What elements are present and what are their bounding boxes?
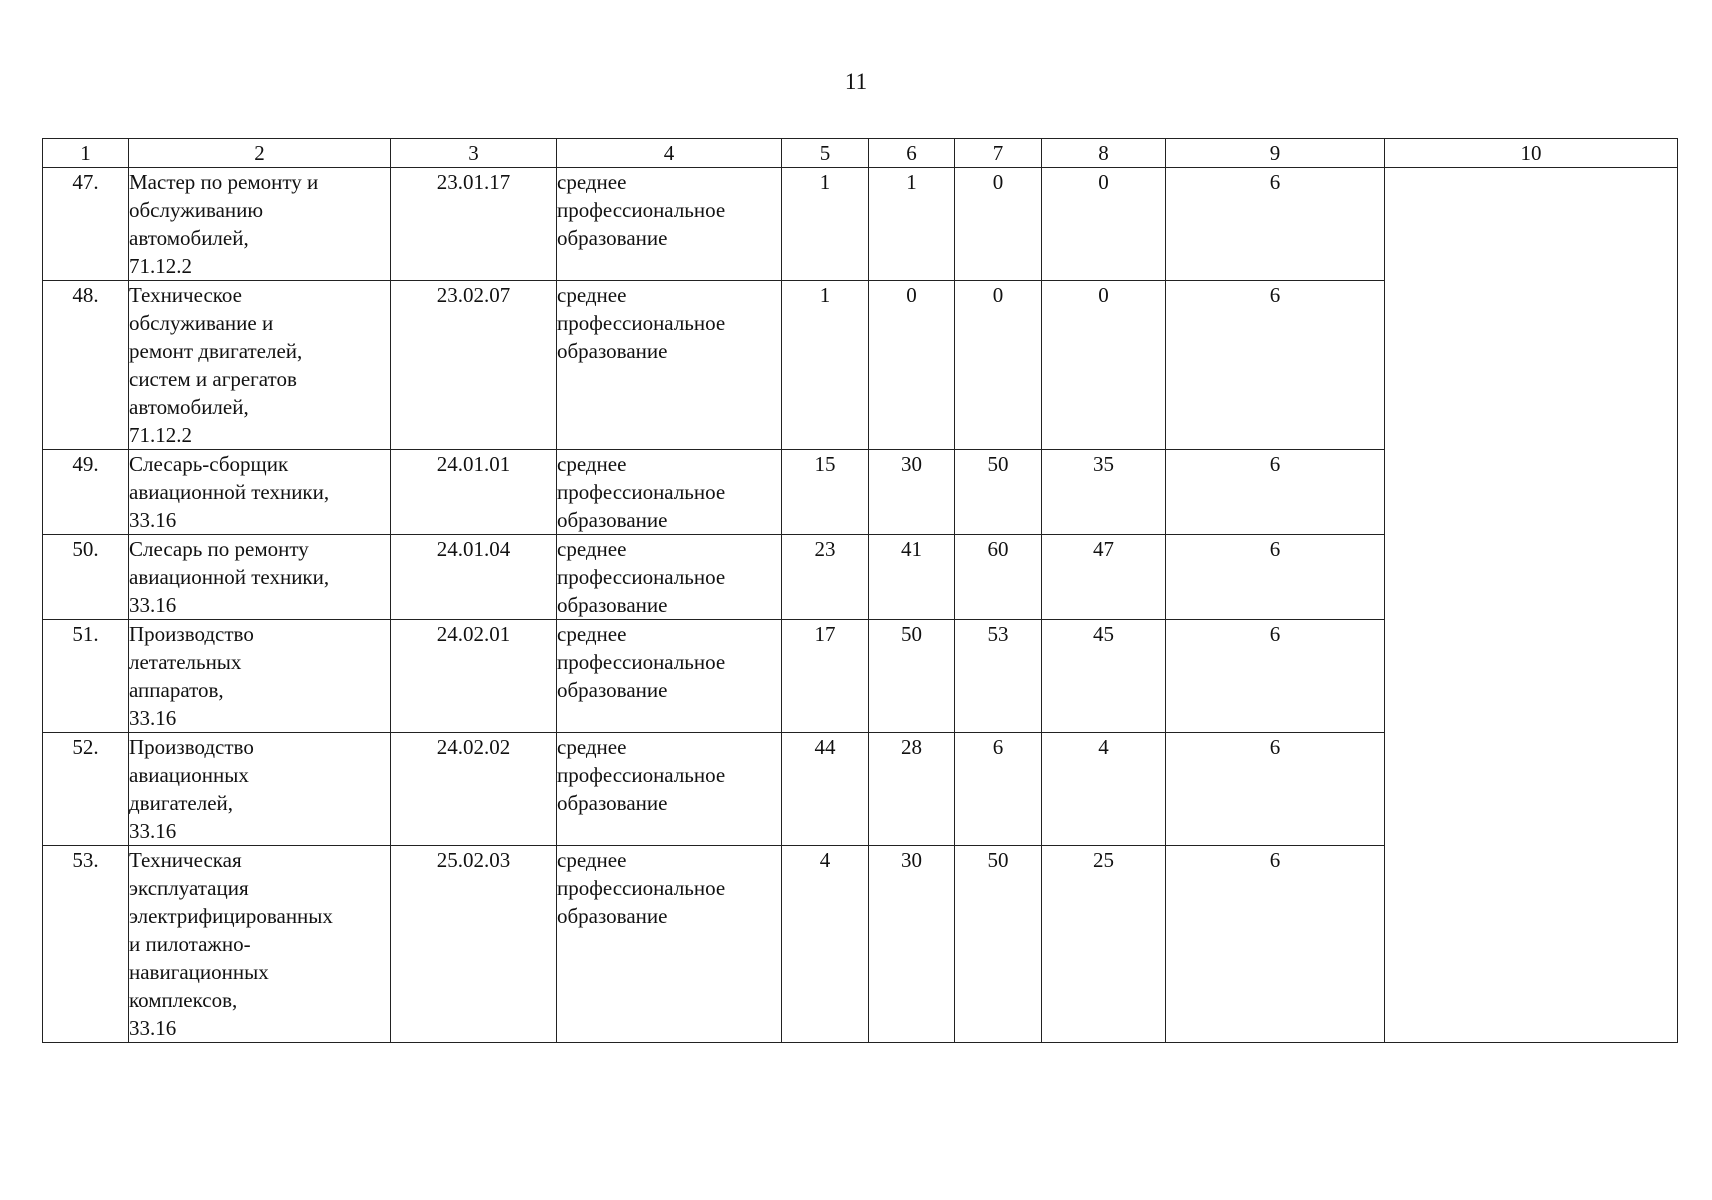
value-col-7: 50 xyxy=(955,846,1042,1043)
specialty-code: 24.02.01 xyxy=(391,620,557,733)
specialty-code: 23.02.07 xyxy=(391,281,557,450)
value-col-8: 4 xyxy=(1042,733,1166,846)
value-col-5: 15 xyxy=(782,450,869,535)
column-header: 6 xyxy=(869,139,955,168)
row-number: 47. xyxy=(43,168,129,281)
value-col-5: 23 xyxy=(782,535,869,620)
value-col-6: 30 xyxy=(869,846,955,1043)
value-col-8: 45 xyxy=(1042,620,1166,733)
column-header: 5 xyxy=(782,139,869,168)
value-col-6: 50 xyxy=(869,620,955,733)
value-col-9: 6 xyxy=(1166,535,1385,620)
data-table xyxy=(42,138,1678,1043)
value-col-7: 50 xyxy=(955,450,1042,535)
value-col-8: 0 xyxy=(1042,281,1166,450)
specialty-name: Производство авиационных двигателей, 33.16 xyxy=(129,733,391,846)
value-col-5: 17 xyxy=(782,620,869,733)
education-level: среднее профессиональное образование xyxy=(557,168,782,281)
specialty-code: 24.02.02 xyxy=(391,733,557,846)
education-level: среднее профессиональное образование xyxy=(557,450,782,535)
value-col-6: 0 xyxy=(869,281,955,450)
column-header: 7 xyxy=(955,139,1042,168)
column-header: 3 xyxy=(391,139,557,168)
column-header: 1 xyxy=(43,139,129,168)
specialty-code: 24.01.01 xyxy=(391,450,557,535)
value-col-6: 28 xyxy=(869,733,955,846)
column-10-cell xyxy=(1385,168,1678,1043)
row-number: 53. xyxy=(43,846,129,1043)
value-col-9: 6 xyxy=(1166,450,1385,535)
row-number: 51. xyxy=(43,620,129,733)
education-level: среднее профессиональное образование xyxy=(557,846,782,1043)
value-col-6: 1 xyxy=(869,168,955,281)
value-col-5: 44 xyxy=(782,733,869,846)
value-col-6: 30 xyxy=(869,450,955,535)
column-header: 9 xyxy=(1166,139,1385,168)
row-number: 48. xyxy=(43,281,129,450)
value-col-5: 1 xyxy=(782,168,869,281)
value-col-7: 0 xyxy=(955,168,1042,281)
specialty-name: Слесарь-сборщик авиационной техники, 33.16 xyxy=(129,450,391,535)
table-row xyxy=(43,168,1678,281)
column-header: 2 xyxy=(129,139,391,168)
specialty-code: 25.02.03 xyxy=(391,846,557,1043)
row-number: 52. xyxy=(43,733,129,846)
page-number: 11 xyxy=(844,69,868,94)
value-col-8: 25 xyxy=(1042,846,1166,1043)
column-header: 10 xyxy=(1385,139,1678,168)
specialty-name: Слесарь по ремонту авиационной техники, 33.16 xyxy=(129,535,391,620)
specialty-code: 23.01.17 xyxy=(391,168,557,281)
value-col-9: 6 xyxy=(1166,733,1385,846)
value-col-9: 6 xyxy=(1166,281,1385,450)
value-col-7: 60 xyxy=(955,535,1042,620)
value-col-9: 6 xyxy=(1166,846,1385,1043)
column-number-row xyxy=(43,139,1678,168)
education-level: среднее профессиональное образование xyxy=(557,733,782,846)
row-number: 49. xyxy=(43,450,129,535)
value-col-5: 1 xyxy=(782,281,869,450)
value-col-8: 0 xyxy=(1042,168,1166,281)
value-col-7: 0 xyxy=(955,281,1042,450)
specialty-code: 24.01.04 xyxy=(391,535,557,620)
value-col-7: 6 xyxy=(955,733,1042,846)
education-level: среднее профессиональное образование xyxy=(557,620,782,733)
value-col-7: 53 xyxy=(955,620,1042,733)
value-col-5: 4 xyxy=(782,846,869,1043)
education-level: среднее профессиональное образование xyxy=(557,535,782,620)
specialty-name: Техническое обслуживание и ремонт двигателей, систем и агрегатов автомобилей, 71.12.2 xyxy=(129,281,391,450)
value-col-6: 41 xyxy=(869,535,955,620)
row-number: 50. xyxy=(43,535,129,620)
education-level: среднее профессиональное образование xyxy=(557,281,782,450)
column-header: 8 xyxy=(1042,139,1166,168)
specialty-name: Техническая эксплуатация электрифицированных и пилотажно- навигационных комплексов, 33.16 xyxy=(129,846,391,1043)
column-header: 4 xyxy=(557,139,782,168)
value-col-8: 35 xyxy=(1042,450,1166,535)
specialty-name: Производство летательных аппаратов, 33.16 xyxy=(129,620,391,733)
value-col-8: 47 xyxy=(1042,535,1166,620)
value-col-9: 6 xyxy=(1166,620,1385,733)
value-col-9: 6 xyxy=(1166,168,1385,281)
specialty-name: Мастер по ремонту и обслуживанию автомобилей, 71.12.2 xyxy=(129,168,391,281)
